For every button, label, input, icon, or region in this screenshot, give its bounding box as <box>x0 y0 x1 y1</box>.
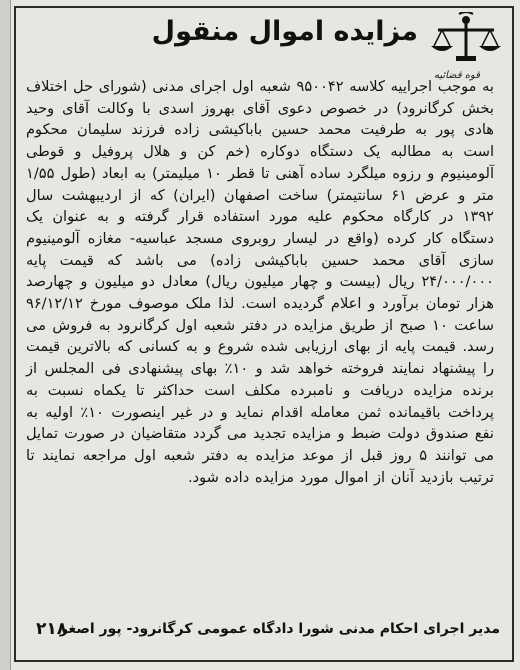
notice-title: مزایده اموال منقول <box>151 16 418 47</box>
notice-header <box>14 10 514 81</box>
judiciary-emblem-icon <box>426 12 506 74</box>
notice-footer <box>26 619 500 645</box>
judiciary-label: قوه قضائیه <box>433 70 480 81</box>
adjacent-column-edge <box>0 0 11 670</box>
notice-code: ۲۱۸ <box>36 619 68 639</box>
signature-line: مدیر اجرای احکام مدنی شورا دادگاه عمومی کرگانرود- پور اصغر <box>59 621 500 637</box>
notice-body: به موجب اجراییه کلاسه ۹۵۰۰۴۲ شعبه اول اجرای مدنی (شورای حل اختلاف بخش کرگانرود) در خصوص دعوی آقای بهروز اسدی با وکالت آقای وحید هادی پور به طرفیت محمد حسین باباکیشی زاده فرزند سلیمان محکوم است به مطالبه یک دستگاه دوکاره (خم کن و هلال پروفیل و قوطی آلومینیوم و رزوه میلگرد ساده آهنی تا قطر ۱۰ میلیمتر) به ابعاد (طول ۱/۵۵ متر و عرض ۶۱ سانتیمتر) ساخت اصفهان (ایران) که از اردیبهشت سال ۱۳۹۲ در کارگاه محکوم علیه مورد استفاده قرار گرفته و به عنوان یک دستگاه کار کرده (واقع در لیسار روبروی مسجد عباسیه- مغازه آلومینیوم سازی آقای محمد حسین باباکیشی زاده) می باشد که قیمت پایه ۲۴/۰۰۰/۰۰۰ ریال (بیست و چهار میلیون ریال) معادل دو میلیون و چهارصد هزار تومان برآورد و اعلام گردیده است. لذا ملک موصوف مورخ ۹۶/۱۲/۱۲ ساعت ۱۰ صبح از طریق مزایده در دفتر شعبه اول کرگانرود به فروش می رسد. قیمت پایه از بهای ارزیابی شده شروع و به کسانی که بالاترین قیمت را پیشنهاد نمایند فروخته خواهد شد و ۱۰٪ بهای پیشنهادی فی المجلس از برنده مزایده دریافت و نامبرده مکلف است حداکثر تا یکماه نسبت به پرداخت باقیمانده ثمن معامله اقدام نماید و در غیر اینصورت ۱۰٪ اولیه به نفع صندوق دولت ضبط و مزایده تجدید می گردد متقاضیان در صورت تمایل می توانند ۵ روز قبل از موعد مزایده به دفتر شعبه اول مراجعه نمایند تا ترتیب بازدید آنان از اموال مورد مزایده داده شود. <box>26 78 495 486</box>
